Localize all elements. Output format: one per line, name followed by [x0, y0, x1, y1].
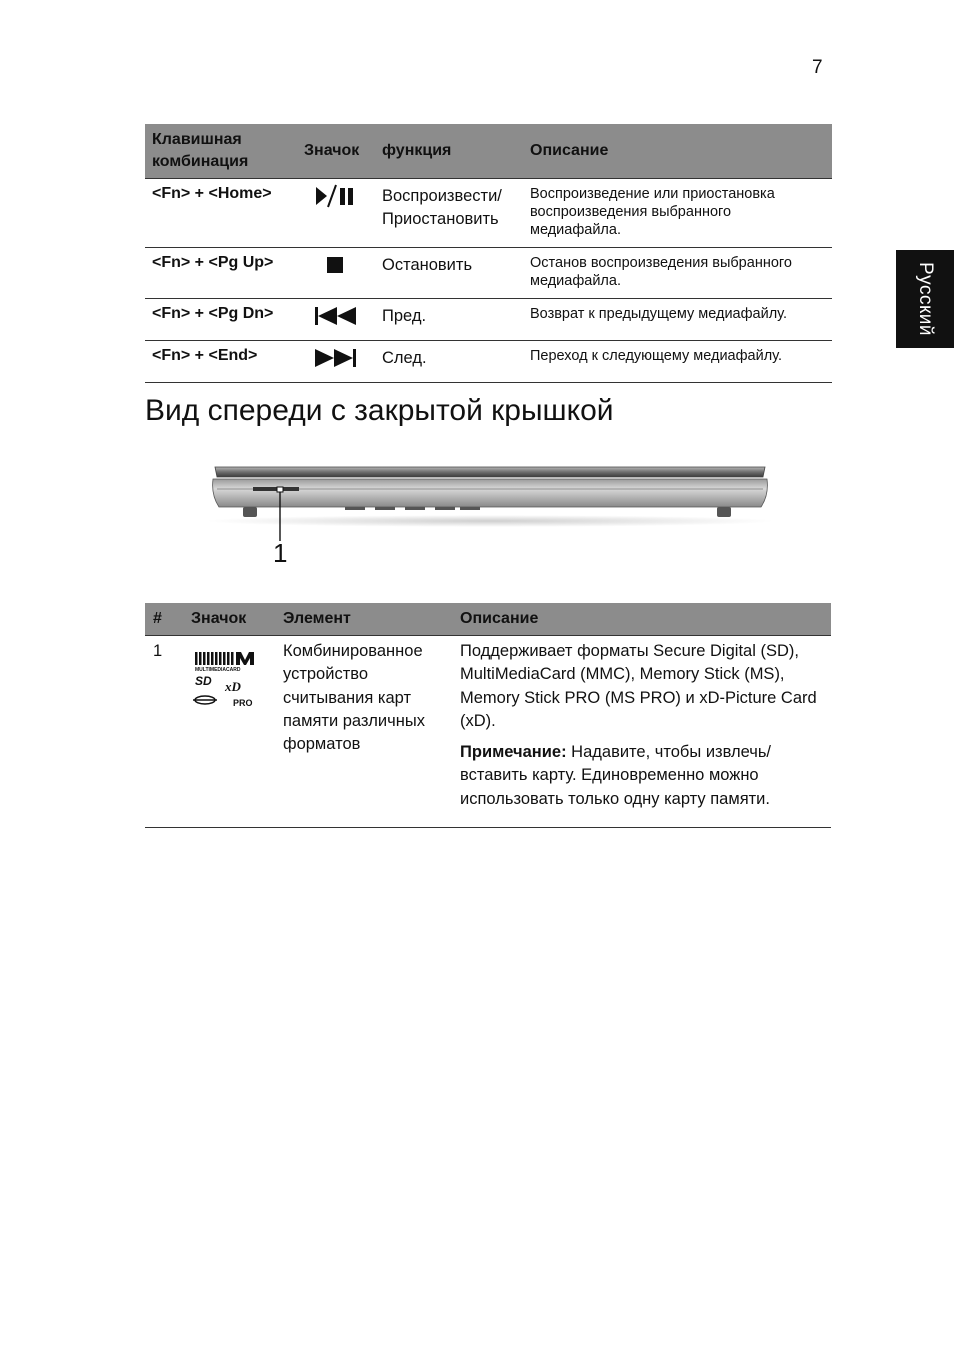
element-description: Поддерживает форматы Secure Digital (SD), MultiMediaCard (MMC), Memory Stick (MS), Memory Stick PRO (MS PRO) и xD-Picture Card (xD).: [460, 642, 817, 730]
function-label: Остановить: [375, 248, 523, 299]
card-reader-logos-icon: [191, 640, 261, 710]
table-row: [145, 299, 832, 341]
page-number: 7: [812, 57, 823, 78]
element-note: [460, 741, 823, 811]
figure-callout-number: 1: [273, 538, 288, 568]
header-number: #: [145, 603, 183, 636]
element-description-cell: [452, 636, 831, 828]
next-icon: [313, 345, 359, 369]
note-label: Примечание:: [460, 743, 567, 762]
language-side-tab: [896, 250, 954, 348]
language-side-tab-label: Русский: [915, 262, 936, 336]
function-label: Пред.: [375, 299, 523, 341]
item-number: 1: [145, 636, 183, 828]
header-function: функция: [375, 124, 523, 179]
hotkeys-table: [145, 124, 832, 383]
table-row: [145, 636, 831, 828]
key-combination: <Fn> + <Pg Dn>: [145, 299, 297, 341]
stop-icon: [314, 252, 358, 276]
function-description: Останов воспроизведения выбранного медиафайла.: [523, 248, 832, 299]
header-element: Элемент: [275, 603, 452, 636]
key-combination: <Fn> + <Home>: [145, 179, 297, 248]
table-row: [145, 179, 832, 248]
key-combination: <Fn> + <End>: [145, 341, 297, 383]
hotkeys-header-row: [145, 124, 832, 179]
svg-text:SD: SD: [195, 674, 212, 688]
table-row: [145, 341, 832, 383]
function-label: След.: [375, 341, 523, 383]
table-row: [145, 248, 832, 299]
header-icon: Значок: [183, 603, 275, 636]
element-name: Комбинированное устройство считывания карт памяти различных форматов: [275, 636, 452, 828]
mmc-logo-text: MULTIMEDIACARD: [195, 667, 241, 673]
note-text: Надавите, чтобы извлечь/ вставить карту. Единовременно можно использовать только одну карту памяти.: [460, 743, 772, 808]
key-combination: <Fn> + <Pg Up>: [145, 248, 297, 299]
components-table: [145, 603, 831, 828]
components-header-row: [145, 603, 831, 636]
function-label: Воспроизвести/ Приостановить: [375, 179, 523, 248]
header-icon: Значок: [297, 124, 375, 179]
header-description: Описание: [523, 124, 832, 179]
function-description: Воспроизведение или приостановка воспроизведения выбранного медиафайла.: [523, 179, 832, 248]
section-title: Вид спереди с закрытой крышкой: [145, 394, 614, 427]
function-description: Переход к следующему медиафайлу.: [523, 341, 832, 383]
play-pause-icon: [314, 183, 358, 209]
header-key-combination: Клавишная комбинация: [145, 124, 297, 179]
previous-icon: [313, 303, 359, 327]
header-description: Описание: [452, 603, 831, 636]
svg-text:xD: xD: [225, 679, 241, 694]
ms-pro-logo-text: PRO: [233, 698, 253, 708]
laptop-front-view-image: [205, 455, 775, 545]
function-description: Возврат к предыдущему медиафайлу.: [523, 299, 832, 341]
